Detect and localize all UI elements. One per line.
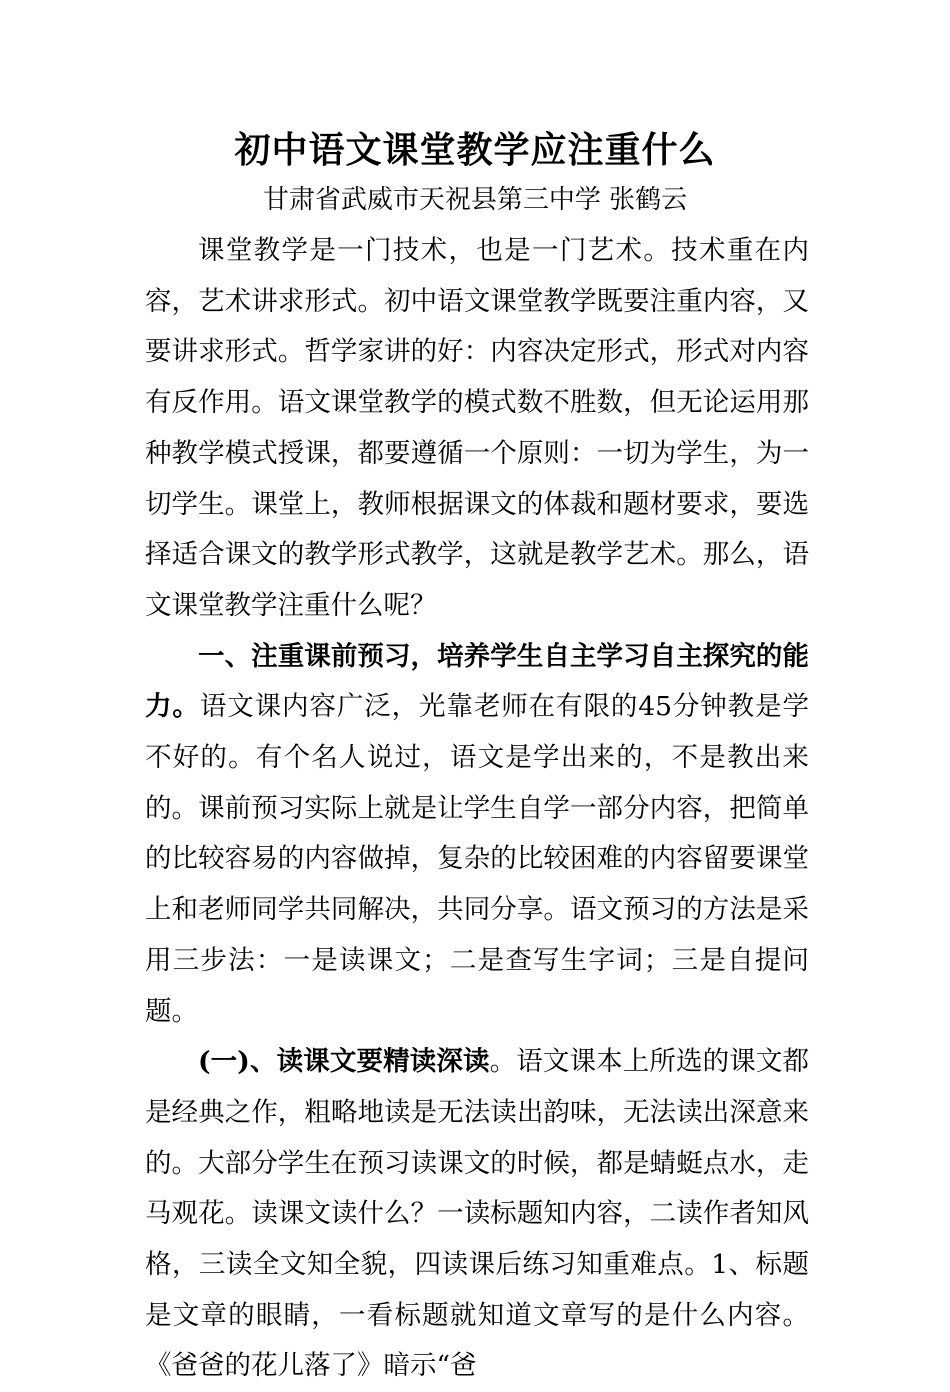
author-line: 甘肃省武威市天祝县第三中学 张鹤云 — [262, 185, 688, 215]
intro-paragraph: 课堂教学是一门技术，也是一门艺术。技术重在内容，艺术讲求形式。初中语文课堂教学既要注重内容，又要讲求形式。哲学家讲的好：内容决定形式，形式对内容有反作用。语文课堂教学的模式数不胜数，但无论运用那种教学模式授课，都要遵循一个原则：一切为学生，为一切学生。课堂上，教师根据课文的体裁和题材要求，要选择适合课文的教学形式教学，这就是教学艺术。那么，语文课堂教学注重什么呢？ — [145, 235, 809, 621]
section-1-text: 语文课内容广泛，光靠老师在有限的45分钟教是学不好的。有个名人说过，语文是学出来的，不是教出来的。课前预习实际上就是让学生自学一部分内容，把简单的比较容易的内容做掉，复杂的比较困难的内容留要课堂上和老师同学共同解决，共同分享。语文预习的方法是采用三步法：一是读课文；二是查写生字词；三是自提问题。 — [145, 691, 809, 1027]
section-1-heading: 一、注重课前预习，培养学生自主学习自主探究的能力。 — [145, 640, 809, 723]
section-1-paragraph — [145, 632, 809, 1038]
document-title: 初中语文课堂教学应注重什么 — [234, 129, 716, 171]
subsection-1-paragraph — [145, 1037, 809, 1392]
subsection-1-text: 。语文课本上所选的课文都是经典之作，粗略地读是无法读出韵味，无法读出深意来的。大部分学生在预习读课文的时候，都是蜻蜓点水，走马观花。读课文读什么？一读标题知内容，二读作者知风格，三读全文知全貌，四读课后练习知重难点。1、标题是文章的眼睛，一看标题就知道文章写的是什么内容。《爸爸的花儿落了》暗示“爸 — [145, 1046, 810, 1382]
document-body — [145, 226, 809, 1392]
subsection-1-heading: (一)、读课文要精读深读 — [198, 1046, 490, 1078]
